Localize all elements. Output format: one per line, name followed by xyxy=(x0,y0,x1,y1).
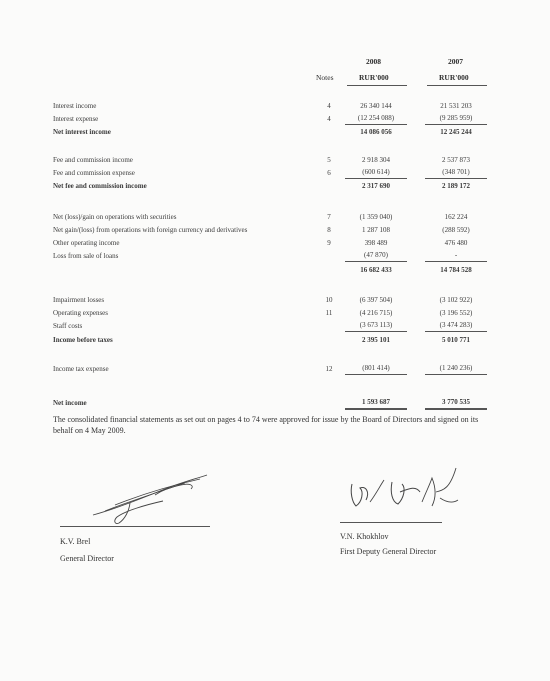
row-label: Net (loss)/gain on operations with securities xyxy=(53,213,177,221)
row-value-2007: 2 189 172 xyxy=(442,182,470,190)
row-impairment-losses xyxy=(0,294,550,306)
row-net-securities xyxy=(0,211,550,223)
row-value-2008: 2 918 304 xyxy=(362,156,390,164)
row-value-2007: (288 592) xyxy=(442,226,470,234)
row-income-before-taxes xyxy=(0,334,550,346)
row-staff-costs xyxy=(0,320,550,332)
row-label: Income tax expense xyxy=(53,365,109,373)
row-value-2007: (9 285 959) xyxy=(425,113,487,125)
row-net-fee-commission-income xyxy=(0,180,550,192)
row-income-tax-expense xyxy=(0,363,550,375)
header-rule-2007 xyxy=(427,85,487,86)
row-label: Other operating income xyxy=(53,239,120,247)
row-loss-sale-loans xyxy=(0,250,550,262)
row-value-2008: (47 870) xyxy=(345,250,407,262)
row-label: Interest expense xyxy=(53,115,99,123)
row-label: Net income xyxy=(53,399,87,407)
row-other-operating-income xyxy=(0,237,550,249)
row-value-2008: (1 359 040) xyxy=(359,213,393,221)
row-operating-expenses xyxy=(0,307,550,319)
row-value-2007: (1 240 236) xyxy=(425,363,487,375)
row-note: 8 xyxy=(327,226,331,234)
row-value-2008: 16 682 433 xyxy=(360,266,392,274)
row-value-2008: 1 287 108 xyxy=(362,226,390,234)
row-label: Net fee and commission income xyxy=(53,182,147,190)
row-value-2007: (3 102 922) xyxy=(439,296,473,304)
row-subtotal-operating-income xyxy=(0,264,550,276)
row-value-2007: 12 245 244 xyxy=(440,128,472,136)
row-value-2007: 21 531 203 xyxy=(440,102,472,110)
row-net-foreign-currency xyxy=(0,224,550,236)
row-value-2008: 1 593 687 xyxy=(345,397,407,410)
row-label: Net interest income xyxy=(53,128,111,136)
row-note: 7 xyxy=(327,213,331,221)
row-value-2007: 476 480 xyxy=(444,239,468,247)
row-value-2007: 14 784 528 xyxy=(440,266,472,274)
row-label: Fee and commission expense xyxy=(53,169,135,177)
row-value-2008: 26 340 144 xyxy=(360,102,392,110)
header-notes: Notes xyxy=(316,73,334,82)
row-label: Loss from sale of loans xyxy=(53,252,119,260)
row-value-2007: - xyxy=(425,250,487,262)
row-value-2007: 3 770 535 xyxy=(425,397,487,410)
signatory-title-khokhlov: First Deputy General Director xyxy=(340,547,437,556)
row-value-2008: 14 086 056 xyxy=(360,128,392,136)
signature-line-brel xyxy=(60,526,210,527)
row-value-2008: (3 673 113) xyxy=(345,320,407,332)
row-value-2008: 2 317 690 xyxy=(362,182,390,190)
row-value-2007: 162 224 xyxy=(444,213,468,221)
row-fee-commission-income xyxy=(0,154,550,166)
row-note: 4 xyxy=(327,102,331,110)
signatory-name-brel: K.V. Brel xyxy=(60,537,91,546)
signature-brel xyxy=(85,465,215,527)
header-year-2007: 2007 xyxy=(448,57,463,66)
row-value-2008: (6 397 504) xyxy=(359,296,393,304)
row-value-2008: 398 489 xyxy=(364,239,388,247)
row-label: Fee and commission income xyxy=(53,156,133,164)
row-note: 6 xyxy=(327,169,331,177)
row-note: 12 xyxy=(325,365,333,373)
signatory-title-brel: General Director xyxy=(60,554,114,563)
row-label: Impairment losses xyxy=(53,296,105,304)
row-value-2008: (801 414) xyxy=(345,363,407,375)
row-value-2007: 5 010 771 xyxy=(442,336,470,344)
row-fee-commission-expense xyxy=(0,167,550,179)
row-note: 9 xyxy=(327,239,331,247)
row-note: 10 xyxy=(325,296,333,304)
row-label: Interest income xyxy=(53,102,97,110)
row-label: Staff costs xyxy=(53,322,83,330)
row-label: Income before taxes xyxy=(53,336,113,344)
row-value-2008: (600 614) xyxy=(345,167,407,179)
row-interest-expense xyxy=(0,113,550,125)
row-net-income xyxy=(0,397,550,409)
signature-khokhlov xyxy=(340,462,470,524)
row-note: 5 xyxy=(327,156,331,164)
row-net-interest-income xyxy=(0,126,550,138)
row-value-2008: (12 254 088) xyxy=(345,113,407,125)
row-value-2008: (4 216 715) xyxy=(359,309,393,317)
row-note: 11 xyxy=(325,309,333,317)
row-value-2007: (3 196 552) xyxy=(439,309,473,317)
approval-statement: The consolidated financial statements as set out on pages 4 to 74 were approved for issue by the Board of Directors and signed on its behalf on 4 May 2009. xyxy=(53,415,479,435)
header-rule-2008 xyxy=(347,85,407,86)
row-interest-income xyxy=(0,100,550,112)
row-value-2008: 2 395 101 xyxy=(362,336,390,344)
header-year-2008: 2008 xyxy=(366,57,381,66)
row-label: Operating expenses xyxy=(53,309,109,317)
header-currency-2008: RUR'000 xyxy=(359,73,389,82)
signature-line-khokhlov xyxy=(340,522,442,523)
header-currency-2007: RUR'000 xyxy=(439,73,469,82)
signatory-name-khokhlov: V.N. Khokhlov xyxy=(340,532,389,541)
row-label: Net gain/(loss) from operations with foreign currency and derivatives xyxy=(53,226,248,234)
row-value-2007: (3 474 283) xyxy=(425,320,487,332)
row-value-2007: (348 701) xyxy=(425,167,487,179)
row-value-2007: 2 537 873 xyxy=(442,156,470,164)
row-note: 4 xyxy=(327,115,331,123)
